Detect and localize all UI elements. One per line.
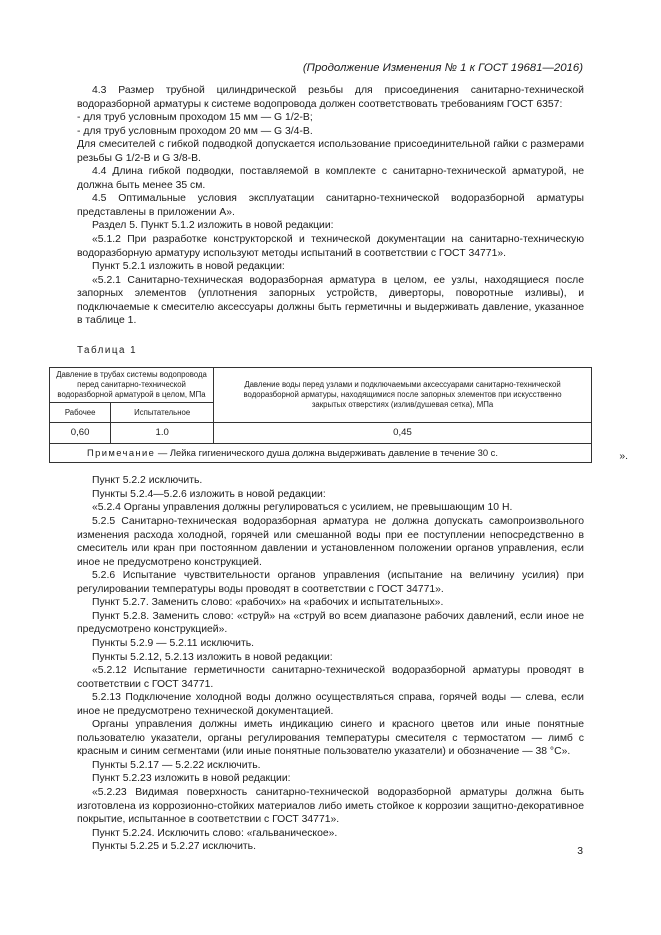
page-header: (Продолжение Изменения № 1 к ГОСТ 19681—2016) — [302, 62, 583, 74]
table-cell-right-value: 0,45 — [214, 423, 592, 444]
paragraph: 5.2.5 Санитарно-техническая водоразборная арматура не должна допускать самопроизвольного изменения расхода холодной, горячей или смешанной воды при ее поступлении непосредственно в смеситель или кран при постоянном давлении и установленном положении органов управления, если иное не предусмотрено конструкцией. — [77, 516, 584, 568]
paragraph: 5.2.13 Подключение холодной воды должно осуществляться справа, горячей воды — слева, если иное не предусмотрено технической документацией. — [77, 692, 584, 717]
table-note-text: — Лейка гигиенического душа должна выдерживать давление в течение 30 с. — [157, 447, 498, 459]
paragraph: Пункт 5.2.7. Заменить слово: «рабочих» на «рабочих и испытательных». — [92, 597, 444, 609]
table-subheader-test: Испытательное — [111, 403, 214, 423]
paragraph: Для смесителей с гибкой подводкой допускается использование присоединительной гайки с размерами резьбы G 1/2-B и G 3/8-B. — [77, 139, 584, 164]
paragraph: Пункт 5.2.23 изложить в новой редакции: — [92, 773, 291, 785]
paragraph: - для труб условным проходом 20 мм — G 3/4-B. — [77, 125, 313, 137]
paragraph: «5.2.4 Органы управления должны регулироваться с усилием, не превышающим 10 Н. — [92, 502, 513, 514]
table-subheader-working: Рабочее — [50, 403, 111, 423]
table-label: Таблица 1 — [77, 344, 138, 356]
paragraph: Пункты 5.2.25 и 5.2.27 исключить. — [92, 841, 256, 853]
paragraph: Пункты 5.2.4—5.2.6 изложить в новой редакции: — [92, 488, 326, 500]
paragraph: Пункты 5.2.9 — 5.2.11 исключить. — [92, 637, 255, 649]
paragraph: Пункт 5.2.24. Исключить слово: «гальваническое». — [92, 827, 338, 839]
table-header-right: Давление воды перед узлами и подключаемыми аксессуарами санитарно-технической водоразборной арматуры, находящимися после запорных элементов при искусственно закрытых отверстиях (излив/душевая сетка), МПа — [214, 368, 592, 423]
page-number: 3 — [577, 846, 583, 857]
table-cell-test-value: 1.0 — [111, 423, 214, 444]
paragraph: - для труб условным проходом 15 мм — G 1/2-B; — [77, 112, 313, 124]
paragraph: «5.2.23 Видимая поверхность санитарно-технической водоразборной арматуры должна быть изготовлена из коррозионно-стойких материалов либо иметь стойкое к коррозии защитно-декоративное покрытие, испытанное в соответствии с ГОСТ 34771». — [77, 786, 584, 826]
paragraph: «5.1.2 При разработке конструкторской и технической документации на санитарно-техническую водоразборную арматуру используют методы испытаний в соответствии с ГОСТ 34771». — [77, 234, 584, 259]
table-note-label: Примечание — [87, 447, 156, 459]
table-wrapper — [56, 367, 628, 463]
paragraph: 4.4 Длина гибкой подводки, поставляемой в комплекте с санитарно-технической арматурой, не должна быть менее 35 см. — [77, 166, 584, 191]
document-body — [56, 84, 628, 854]
paragraph: Пункты 5.2.12, 5.2.13 изложить в новой редакции: — [92, 651, 333, 663]
pressure-table — [49, 367, 592, 463]
paragraph: 5.2.6 Испытание чувствительности органов управления (испытание на величину усилия) при регулировании температуры воды проводят в соответствии с ГОСТ 34771». — [77, 570, 584, 595]
paragraph: Пункты 5.2.17 — 5.2.22 исключить. — [92, 759, 261, 771]
closing-quote: ». — [619, 450, 628, 462]
paragraph: Пункт 5.2.1 изложить в новой редакции: — [92, 261, 285, 273]
paragraph: Пункт 5.2.2 исключить. — [92, 475, 203, 487]
table-note — [50, 444, 592, 463]
paragraph: 4.5 Оптимальные условия эксплуатации санитарно-технической водоразборной арматуры представлены в приложении А». — [77, 193, 584, 218]
table-header-left: Давление в трубах системы водопровода перед санитарно-технической водоразборной арматурой в целом, МПа — [50, 368, 214, 403]
paragraph: Раздел 5. Пункт 5.1.2 изложить в новой редакции: — [92, 220, 334, 232]
paragraph: «5.2.1 Санитарно-техническая водоразборная арматура в целом, ее узлы, находящиеся после запорных элементов (уплотнения запорных устройств, диверторы, поворотные изливы), и подключаемые к смесителю аксессуары должны быть герметичны и выдерживать давление, указанное в таблице 1. — [77, 274, 584, 327]
paragraph: «5.2.12 Испытание герметичности санитарно-технической водоразборной арматуры проводят в соответствии с ГОСТ 34771. — [77, 665, 584, 690]
paragraph: Пункт 5.2.8. Заменить слово: «струй» на «струй во всем диапазоне рабочих давлений, если иное не предусмотрено конструкцией». — [77, 610, 584, 636]
paragraph: 4.3 Размер трубной цилиндрической резьбы для присоединения санитарно-технической водоразборной арматуры к системе водопровода должен соответствовать требованиям ГОСТ 6357: — [77, 85, 584, 110]
table-cell-working-value: 0,60 — [50, 423, 111, 444]
paragraph: Органы управления должны иметь индикацию синего и красного цветов или иные понятные пользователю указатели, органы регулирования температуры смесителя с термостатом — лимб с красным и синим сегментами (или иные понятные пользователю указатели) и обозначение — 38 °С». — [77, 719, 584, 758]
